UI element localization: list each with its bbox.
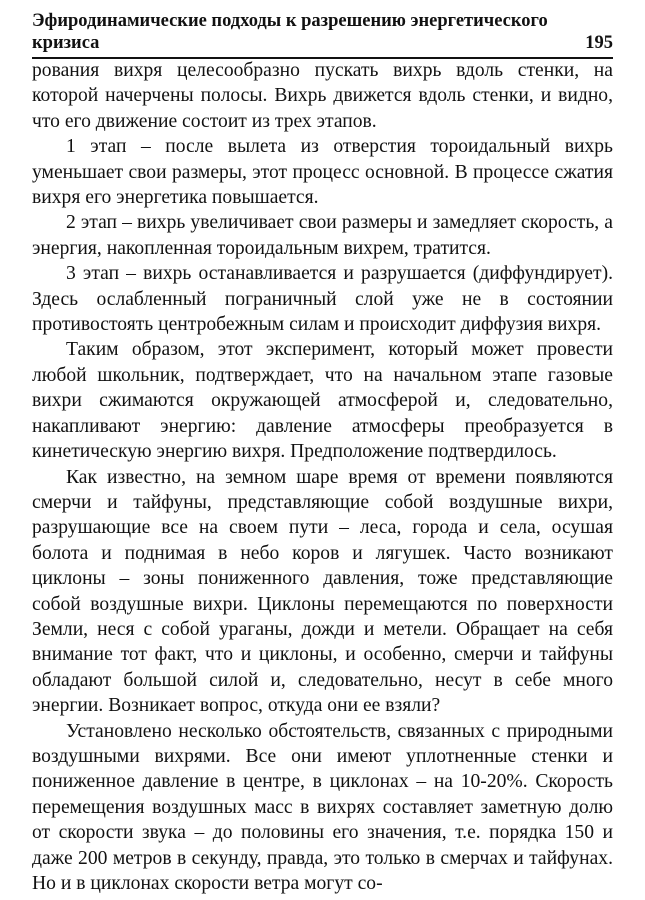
running-header — [32, 10, 613, 54]
paragraph: 3 этап – вихрь останавливается и разрушается (диффундирует). Здесь ослабленный пограничный слой уже не в состоянии противостоять центробежным силам и происходит диффузия вихря. — [32, 263, 613, 336]
paragraph: Как известно, на земном шаре время от времени появляются смерчи и тайфуны, представляющие собой воздушные вихри, разрушающие все на своем пути – леса, города и села, осушая болота и поднимая в небо коров и лягушек. Часто возникают циклоны – зоны пониженного давления, тоже представляющие собой воздушные вихри. Циклоны перемещаются по поверхности Земли, неся с собой ураганы, дожди и метели. Обращает на себя внимание тот факт, что и циклоны, и особенно, смерчи и тайфуны обладают большой силой и, следовательно, несут в себе много энергии. Возникает вопрос, откуда они ее взяли? — [32, 466, 613, 717]
body-text — [32, 58, 613, 896]
paragraph: Таким образом, этот эксперимент, который может провести любой школьник, подтверждает, что на начальном этапе газовые вихри сжимаются окружающей атмосферой и, следовательно, накапливают энергию: давление атмосферы преобразуется в кинетическую энергию вихря. Предположение подтвердилось. — [32, 339, 613, 463]
paragraph: Установлено несколько обстоятельств, связанных с природными воздушными вихрями. Все они имеют уплотненные стенки и пониженное давление в центре, в циклонах – на 10-20%. Скорость перемещения воздушных масс в вихрях составляет заметную долю от скорости звука – до половины его значения, т.е. порядка 150 и даже 200 метров в секунду, правда, это только в смерчах и тайфунах. Но и в циклонах скорости ветра могут со- — [32, 720, 613, 894]
paragraph: 1 этап – после вылета из отверстия тороидальный вихрь уменьшает свои размеры, этот процесс основной. В процессе сжатия вихря его энергетика повышается. — [32, 136, 613, 209]
running-title: Эфиродинамические подходы к разрешению энергетического кризиса — [32, 11, 548, 53]
paragraph: 2 этап – вихрь увеличивает свои размеры и замедляет скорость, а энергия, накопленная тороидальным вихрем, тратится. — [32, 212, 613, 259]
paragraph: рования вихря целесообразно пускать вихрь вдоль стенки, на которой начерчены полосы. Вихрь движется вдоль стенки, и видно, что его движение состоит из трех этапов. — [32, 60, 613, 132]
page-number: 195 — [585, 33, 613, 53]
